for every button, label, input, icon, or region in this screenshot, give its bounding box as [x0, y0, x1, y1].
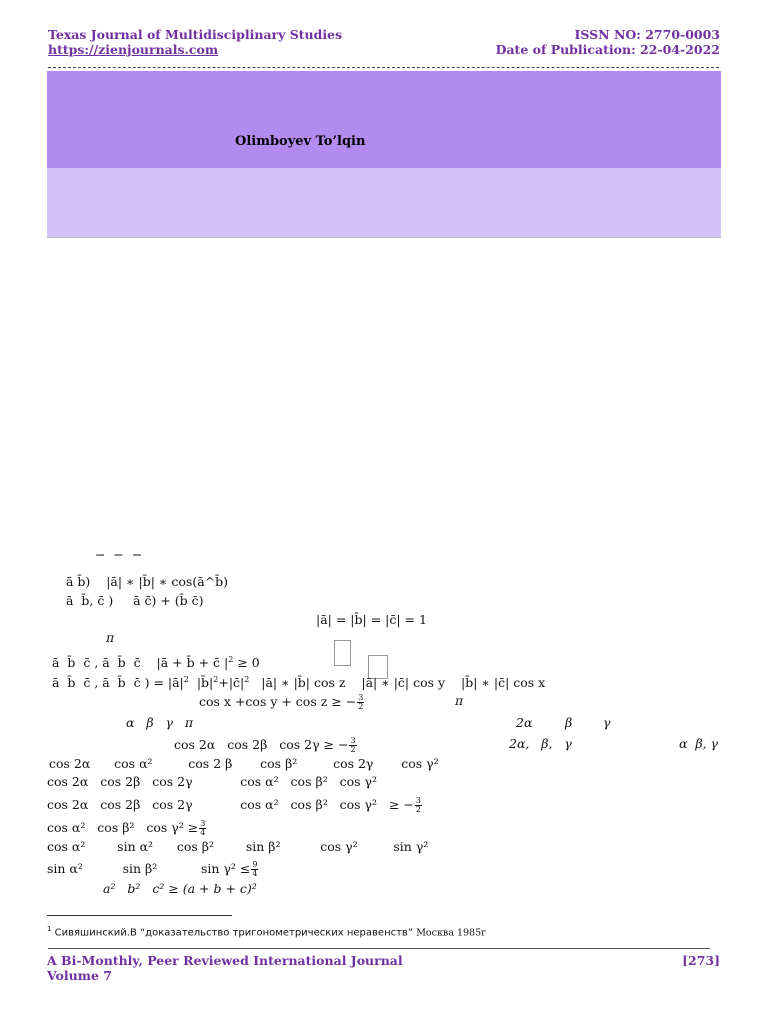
math-angle-list-2: α β, γ — [679, 736, 719, 751]
footnote-text: Сивяшинский.В “доказательство тригонометрических неравенств” — [54, 927, 414, 939]
math-line-16: a² b² c² ≥ (a + b + c)² — [103, 881, 257, 896]
expansion-c: +|c̄| — [218, 675, 245, 691]
math-pi-2: π — [455, 693, 464, 708]
publication-date: Date of Publication: 22-04-2022 — [495, 42, 720, 57]
math-line-11: cos 2α cos 2β cos 2γ cos α² cos β² cos γ² — [47, 774, 378, 789]
abstract-band — [47, 168, 721, 238]
ineq: ≥ − — [388, 797, 414, 812]
exp: 2 — [183, 675, 189, 684]
ineq: ≥ 0 — [237, 655, 260, 671]
fraction-3-2: $\frac{3}{2}$ — [415, 796, 421, 814]
footnote-mark: 1 — [47, 925, 52, 933]
page-number: [273] — [682, 953, 720, 968]
math-line-2: ā b̄, c̄ ) ā c̄) + (b̄ c̄) — [66, 593, 204, 608]
expansion-b: |b̄| — [196, 675, 214, 691]
exp: 2 — [244, 675, 250, 684]
norm-sum: |ā + b̄ + c̄ | — [156, 655, 229, 671]
math-line-7 — [199, 694, 364, 711]
footnote-place: Москва 1985г — [416, 927, 487, 939]
footnote — [47, 925, 486, 938]
math-line-12 — [47, 797, 422, 814]
cos-squares: cos α² cos β² cos γ² ≥ — [47, 820, 199, 835]
author-name: Olimboyev To’lqin — [235, 134, 366, 149]
expansion-a: ā b̄ c̄ , ā b̄ c̄ ) = |ā| — [52, 675, 184, 691]
missing-glyph-box — [334, 640, 351, 666]
term-z: |ā| ∗ |b̄| cos z — [261, 675, 346, 691]
footer-rule — [48, 948, 710, 949]
math-line-5 — [52, 653, 260, 670]
vectors: ā b̄ c̄ , ā b̄ c̄ — [52, 655, 141, 671]
math-line-15 — [47, 861, 258, 878]
sin-squares: sin α² sin β² sin γ² ≤ — [47, 861, 251, 876]
fraction-3-2: $\frac{3}{2}$ — [358, 693, 364, 711]
term-y: |ā| ∗ |c̄| cos y — [361, 675, 446, 691]
header-rule — [48, 67, 719, 68]
fraction-3-4: $\frac{3}{4}$ — [200, 819, 206, 837]
math-line-9 — [174, 737, 357, 754]
journal-url[interactable]: https://zienjournals.com — [48, 42, 219, 57]
math-angles: α β γ π — [126, 715, 194, 730]
issn: ISSN NO: 2770-0003 — [574, 27, 720, 42]
math-line-6 — [52, 673, 545, 690]
math-pi-1: π — [106, 630, 115, 645]
journal-title: Texas Journal of Multidisciplinary Studies — [48, 27, 343, 42]
footnote-rule — [47, 915, 232, 916]
cos-identity: cos 2α cos 2β cos 2γ cos α² cos β² cos γ² — [47, 797, 378, 812]
cos2-sum: cos 2α cos 2β cos 2γ ≥ − — [174, 737, 349, 752]
math-line-13 — [47, 820, 206, 837]
title-band — [47, 71, 721, 168]
math-line-3: |ā| = |b̄| = |c̄| = 1 — [316, 612, 427, 627]
math-2alpha: 2α — [516, 715, 533, 730]
math-gamma: γ — [603, 715, 611, 730]
cos-sum: cos x +cos y + cos z ≥ − — [199, 694, 357, 709]
fraction-9-4: $\frac{9}{4}$ — [252, 860, 258, 878]
math-angle-list: 2α, β, γ — [509, 736, 572, 751]
math-line-1: ā b̄) |ā| ∗ |b̄| ∗ cos(ā^b̄) — [66, 574, 229, 589]
journal-link[interactable] — [48, 42, 218, 57]
math-beta: β — [565, 715, 573, 730]
footer-volume: Volume 7 — [47, 968, 112, 983]
math-line-dashes: − − − — [95, 547, 143, 562]
math-line-14: cos α² sin α² cos β² sin β² cos γ² sin γ² — [47, 839, 429, 854]
term-x: |b̄| ∗ |c̄| cos x — [461, 675, 546, 691]
footer-journal: A Bi-Monthly, Peer Reviewed International Journal — [47, 953, 403, 968]
exp: 2 — [213, 675, 219, 684]
math-line-10: cos 2α cos α² cos 2 β cos β² cos 2γ cos γ² — [49, 756, 439, 771]
fraction-3-2: $\frac{3}{2}$ — [350, 736, 356, 754]
exp: 2 — [228, 655, 234, 664]
